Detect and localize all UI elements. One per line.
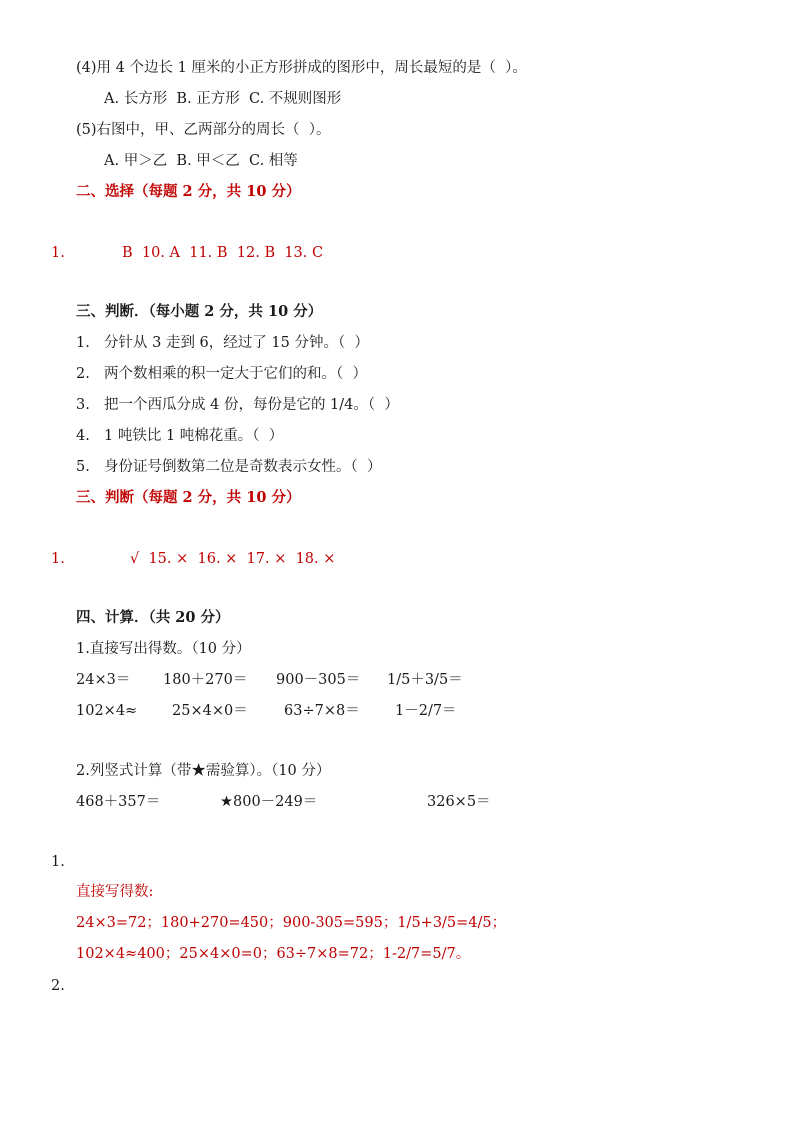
calc-expression: 25×4×0＝ (172, 703, 248, 719)
section-3-heading: 三、判断．（每小题 2 分，共 10 分） (76, 303, 323, 320)
vertical-calc-expression: 326×5＝ (427, 794, 491, 810)
calc-expression: 102×4≈ (76, 703, 138, 719)
section-4-heading: 四、计算．（共 20 分） (76, 609, 230, 626)
judgement-item-text: 把一个西瓜分成 4 份，每份是它的 1/4。（ ） (104, 397, 399, 413)
calc-part1-title: 1.直接写出得数。（10 分） (76, 641, 251, 657)
judgement-item-number: 5. (76, 459, 90, 475)
judgement-item-text: 身份证号倒数第二位是奇数表示女性。（ ） (104, 459, 382, 475)
answer-number-section-4-part2: 2. (51, 978, 65, 994)
judgement-item-number: 4. (76, 428, 90, 444)
calc-expression: 1－2/7＝ (395, 703, 457, 719)
answer-number-section-4-part1: 1. (51, 854, 65, 870)
judgement-item-text: 两个数相乘的积一定大于它们的和。（ ） (104, 366, 367, 382)
answer-list-section-3: √ 15. × 16. × 17. × 18. × (130, 551, 336, 567)
calc-expression: 63÷7×8＝ (284, 703, 360, 719)
calc-expression: 900－305＝ (276, 672, 361, 688)
answer-line: 24×3=72；180+270=450；900-305=595；1/5+3/5=4/5； (76, 915, 507, 931)
answer-heading-section-2: 二、选择（每题 2 分，共 10 分） (76, 183, 301, 200)
judgement-item-text: 1 吨铁比 1 吨棉花重。（ ） (104, 428, 284, 444)
calc-expression: 24×3＝ (76, 672, 131, 688)
question-5-options: A. 甲＞乙 B. 甲＜乙 C. 相等 (104, 153, 298, 169)
question-4-stem: (4)用 4 个边长 1 厘米的小正方形拼成的图形中，周长最短的是（ ）。 (76, 60, 527, 76)
judgement-item-number: 3. (76, 397, 90, 413)
judgement-item-number: 1. (76, 335, 90, 351)
answer-heading-section-3: 三、判断（每题 2 分，共 10 分） (76, 489, 301, 506)
answer-number-section-2: 1. (51, 245, 65, 261)
calc-expression: 180＋270＝ (163, 672, 248, 688)
vertical-calc-expression: ★800－249＝ (220, 794, 318, 810)
question-4-options: A. 长方形 B. 正方形 C. 不规则图形 (104, 91, 342, 107)
answer-label-direct: 直接写得数: (76, 884, 154, 900)
question-5-stem: (5)右图中，甲、乙两部分的周长（ ）。 (76, 122, 331, 138)
answer-list-section-2: B 10. A 11. B 12. B 13. C (122, 245, 324, 261)
answer-line: 102×4≈400；25×4×0=0；63÷7×8=72；1-2/7=5/7。 (76, 946, 471, 962)
calc-part2-title: 2.列竖式计算（带★需验算）。（10 分） (76, 763, 331, 779)
judgement-item-text: 分针从 3 走到 6，经过了 15 分钟。（ ） (104, 335, 369, 351)
judgement-item-number: 2. (76, 366, 90, 382)
vertical-calc-expression: 468＋357＝ (76, 794, 161, 810)
calc-expression: 1/5＋3/5＝ (387, 672, 463, 688)
answer-number-section-3: 1. (51, 551, 65, 567)
